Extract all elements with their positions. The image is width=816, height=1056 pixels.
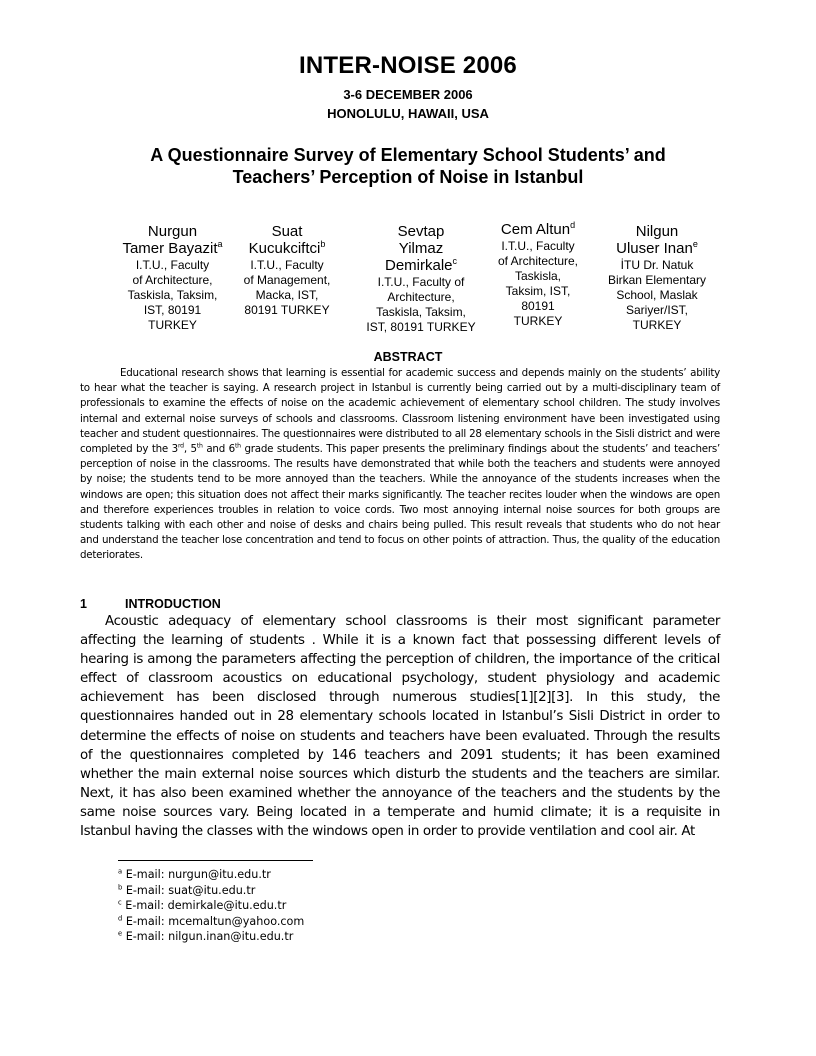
footnote-marker: a — [217, 239, 223, 249]
author-name: Sevtap Yilmaz Demirkale$^c$ — [384, 223, 457, 274]
author-kucukciftci — [232, 223, 342, 318]
section-heading-introduction — [80, 597, 221, 611]
footnote-marker: e — [692, 239, 698, 249]
introduction-body: Acoustic adequacy of elementary school classrooms is their most significant parameter affecting the learning of students . While it is a known fact that possessing different levels of hearing is among the parameters affecting the perception of children, the importance of the critical effect of classroom acoustics on educational psychology, student physiology and academic achievement has been disclosed through numerous studies[1][2][3]. In this study, the questionnaires handed out in 28 elementary schools located in Istanbul’s Sisli District in order to determine the effects of noise on students and teachers have been evaluated. Through the results of the questionnaires completed by 146 teachers and 2091 students; it has been examined whether the main external noise sources which disturb the students and the teachers are similar. Next, it has also been examined whether the annoyance of the teachers and the students by the same noise sources vary. Being located in a temperate and humid climate; it is a requisite in Istanbul having the classes with the windows open in order to provide ventilation and cool air. At — [80, 614, 720, 840]
conference-date: 3-6 DECEMBER 2006 — [343, 87, 473, 102]
footnote: $^b$ E-mail: suat@itu.edu.tr — [118, 882, 256, 897]
author-bayazit — [100, 223, 245, 333]
footnote-marker: c — [452, 256, 457, 266]
footnote-rule — [118, 860, 313, 861]
footnote: $^e$ E-mail: nilgun.inan@itu.edu.tr — [118, 929, 294, 944]
footnote-marker: b — [320, 239, 326, 249]
footnote: $^c$ E-mail: demirkale@itu.edu.tr — [118, 898, 287, 913]
footnote-marker: d — [570, 220, 576, 230]
author-name: Nilgun Uluser Inan$^e$ — [616, 223, 698, 257]
author-altun — [488, 221, 588, 329]
author-demirkale — [356, 223, 486, 335]
author-inan — [598, 223, 716, 333]
paper-title — [100, 144, 716, 188]
abstract-heading: ABSTRACT — [373, 350, 443, 364]
conference-title: INTER-NOISE 2006 — [299, 52, 517, 79]
paper-title-line: A Questionnaire Survey of Elementary School Students’ and — [150, 145, 666, 165]
author-affiliation: İTU Dr. Natuk Birkan Elementary School, Maslak Sariyer/IST, TURKEY — [607, 258, 707, 332]
section-number: 1 — [80, 597, 87, 611]
footnotes — [118, 867, 304, 945]
author-affiliation: I.T.U., Faculty of Management, Macka, IST, 80191 TURKEY — [243, 258, 331, 317]
author-affiliation: I.T.U., Faculty of Architecture, Taskisla, Taksim, IST, 80191 TURKEY — [366, 275, 476, 334]
paper-title-line: Teachers’ Perception of Noise in Istanbul — [232, 167, 584, 187]
author-name: Suat Kucukciftci$^b$ — [248, 223, 326, 257]
author-affiliation: I.T.U., Faculty of Architecture, Taskisla, Taksim, IST, 80191 TURKEY — [127, 258, 218, 332]
conference-location: HONOLULU, HAWAII, USA — [327, 106, 489, 121]
author-name: Nurgun Tamer Bayazit$^a$ — [122, 223, 223, 257]
footnote: $^d$ E-mail: mcemaltun@yahoo.com — [118, 914, 305, 928]
footnote: $^a$ E-mail: nurgun@itu.edu.tr — [118, 867, 271, 881]
abstract-body: Educational research shows that learning is essential for academic success and depends mainly on the students’ ability to hear what the teacher is saying. A research project in Istanbul is currently being carried out by a multi-disciplinary team of professionals to examine the effects of noise on the academic achievement of elementary school children. The study involves internal and external noise surveys of schools and classrooms. Classroom listening environment have been investigated using teacher and student questionnaires. The questionnaires were distributed to all 28 elementary schools in the Sisli district and were completed by the 3rd, 5th and 6th grade students. This paper presents the preliminary findings about the students’ and teachers’ perception of noise in the classrooms. The results have demonstrated that while both the teachers and students were annoyed by noise; the students tend to be more annoyed than the teachers. While the annoyance of the students increases when the windows are open; this situation does not affect their marks significantly. The teacher recites louder when the windows are open and therefore experiences troubles in relation to voice cords. Two most annoying internal noise sources for both groups are students talking with each other and noise of desks and chairs being pulled. This result reveals that students who do not hear and understand the teacher lose concentration and tend to focus on other points of attraction. Thus, the quality of the education deteriorates. — [80, 367, 720, 562]
author-name: Cem Altun$^d$ — [500, 220, 576, 238]
section-title: INTRODUCTION — [125, 597, 221, 611]
author-affiliation: I.T.U., Faculty of Architecture, Taskisla, Taksim, IST, 80191 TURKEY — [497, 239, 579, 328]
